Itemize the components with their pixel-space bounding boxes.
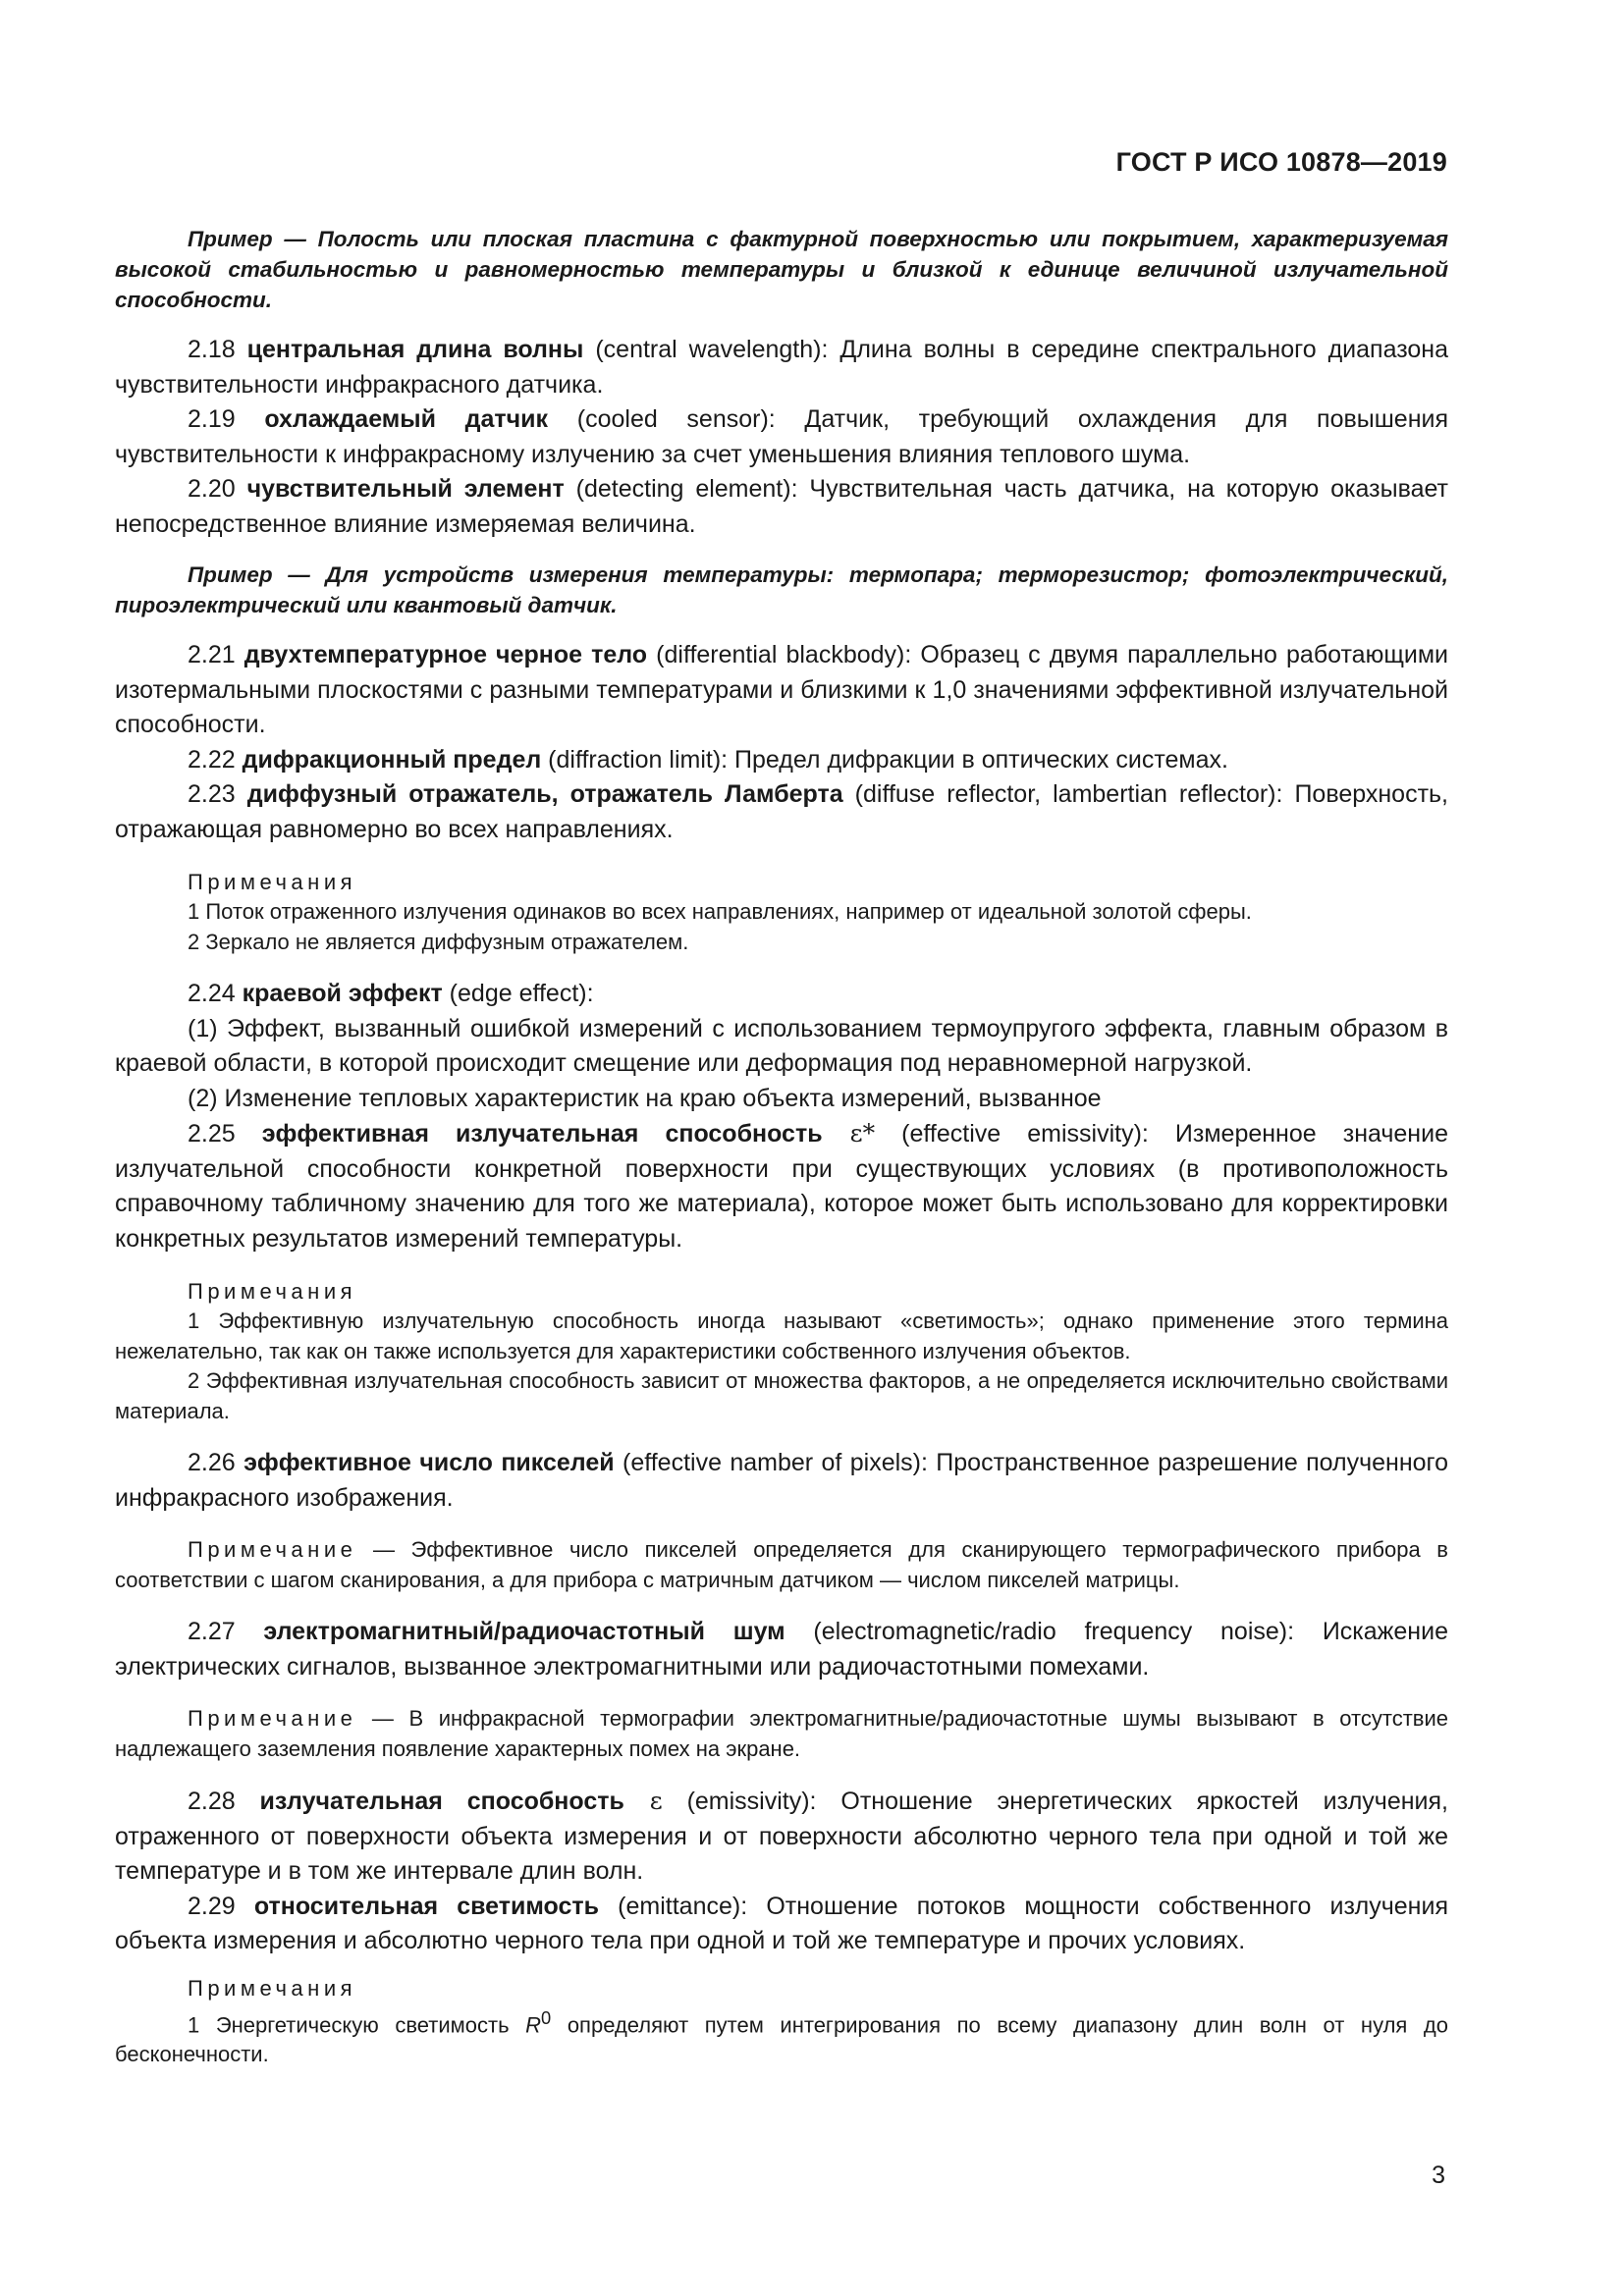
term-definition: (detecting element): Чувствительная часть датчика, на которую оказывает непосредственное влияние измеряемая величина. bbox=[115, 475, 1448, 538]
note-item: 2 Эффективная излучательная способность зависит от множества факторов, а не определяется исключительно свойствами материала. bbox=[115, 1368, 1448, 1423]
term-name: эффективная излучательная способность bbox=[261, 1120, 823, 1148]
term-symbol: ε* bbox=[822, 1119, 876, 1148]
term-number: 2.27 bbox=[188, 1618, 236, 1645]
term-definition: (cooled sensor): Датчик, требующий охлаждения для повышения чувствительности к инфракрасному излучению за счет уменьшения влияния теплового шума. bbox=[115, 405, 1449, 468]
term-number: 2.25 bbox=[188, 1120, 236, 1148]
term-name: относительная светимость bbox=[253, 1892, 599, 1920]
notes-title: Примечания bbox=[188, 1279, 357, 1304]
term-2-20 bbox=[115, 472, 1448, 542]
term-2-24 bbox=[115, 977, 1448, 1012]
term-definition: (edge effect): bbox=[442, 980, 594, 1007]
notes-title: Примечания bbox=[188, 870, 357, 894]
term-number: 2.23 bbox=[188, 780, 236, 808]
term-name: чувствительный элемент bbox=[246, 475, 565, 503]
term-2-22 bbox=[115, 743, 1448, 778]
term-2-29 bbox=[115, 1890, 1448, 1959]
term-definition: (effective namber of pixels): Пространственное разрешение полученного инфракрасного изображения. bbox=[115, 1449, 1449, 1512]
term-definition: (differential blackbody): Образец с двумя параллельно работающими изотермальными плоскостями с разными температурами и близкими к 1,0 значениями эффективной излучательной способности. bbox=[115, 641, 1449, 738]
term-name: излучательная способность bbox=[259, 1788, 624, 1815]
term-number: 2.24 bbox=[188, 980, 236, 1007]
term-number: 2.19 bbox=[188, 405, 236, 433]
term-2-26 bbox=[115, 1446, 1448, 1516]
notes-title: Примечания bbox=[188, 1975, 357, 2001]
document-header: ГОСТ Р ИСО 10878—2019 bbox=[1115, 147, 1447, 177]
term-number: 2.29 bbox=[188, 1892, 236, 1920]
term-number: 2.20 bbox=[188, 475, 236, 503]
example-paragraph: Пример — Полость или плоская пластина с фактурной поверхностью или покрытием, характеризуемая высокой стабильностью и равномерностью температуры и близкой к единице величиной излучательной способности. bbox=[115, 227, 1448, 312]
note-2-26 bbox=[115, 1535, 1448, 1595]
term-2-24-sub-1: (1) Эффект, вызванный ошибкой измерений с использованием термоупругого эффекта, главным образом в краевой области, в которой происходит смещение или деформация под неравномерной нагрузкой. bbox=[115, 1014, 1448, 1077]
note-item: 1 Эффективную излучательную способность иногда называют «светимость»; однако применение этого термина нежелательно, так как он также используется для характеристики собственного излучения объектов. bbox=[115, 1308, 1448, 1363]
term-symbol: ε bbox=[623, 1787, 663, 1815]
notes-2-23 bbox=[115, 867, 1448, 957]
term-2-18 bbox=[115, 333, 1448, 402]
term-name: дифракционный предел bbox=[242, 745, 542, 774]
term-name: двухтемпературное черное тело bbox=[244, 641, 648, 668]
term-number: 2.28 bbox=[188, 1788, 236, 1815]
term-2-24-sub-2: (2) Изменение тепловых характеристик на краю объекта измерений, вызванное bbox=[188, 1084, 1102, 1112]
term-2-27 bbox=[115, 1615, 1448, 1684]
note-item: 2 Зеркало не является диффузным отражателем. bbox=[188, 929, 689, 954]
notes-2-25 bbox=[115, 1276, 1448, 1426]
term-definition: (emittance): Отношение потоков мощности собственного излучения объекта измерения и абсолютно черного тела при одной и той же температуре и прочих условиях. bbox=[115, 1892, 1448, 1954]
term-definition: (diffraction limit): Предел дифракции в оптических системах. bbox=[541, 745, 1228, 774]
term-number: 2.22 bbox=[188, 745, 236, 774]
term-number: 2.26 bbox=[188, 1449, 236, 1476]
term-name: эффективное число пикселей bbox=[244, 1449, 615, 1476]
note-superscript: 0 bbox=[541, 2006, 552, 2028]
note-label: Примечание bbox=[188, 1706, 357, 1731]
term-name: охлаждаемый датчик bbox=[264, 405, 549, 433]
note-item bbox=[115, 1535, 1448, 1595]
term-definition: (central wavelength): Длина волны в середине спектрального диапазона чувствительности инфракрасного датчика. bbox=[115, 336, 1448, 399]
term-definition: (emissivity): Отношение энергетических яркостей излучения, отраженного от поверхности объекта измерения и от поверхности абсолютно черного тела при одной и той же температуре и в том же интервале длин волн. bbox=[115, 1788, 1448, 1885]
term-name: центральная длина волны bbox=[246, 336, 584, 363]
note-label: Примечание bbox=[188, 1537, 357, 1562]
notes-2-29 bbox=[115, 1973, 1448, 2070]
term-definition: (effective emissivity): Измеренное значение излучательной способности конкретной поверхности при существующих условиях (в противоположность справочному табличному значению для того же материала), которое может быть использовано для корректировки конкретных результатов измерений температуры. bbox=[115, 1120, 1448, 1253]
term-2-25 bbox=[115, 1116, 1448, 1256]
note-item bbox=[115, 1704, 1448, 1764]
term-2-19 bbox=[115, 402, 1448, 472]
note-item bbox=[115, 2003, 1448, 2070]
term-name: электромагнитный/радиочастотный шум bbox=[263, 1618, 785, 1645]
note-text-end: определяют путем интегрирования по всему диапазону длин волн от нуля до бесконечности. bbox=[115, 2011, 1449, 2067]
term-number: 2.18 bbox=[188, 336, 236, 363]
note-symbol: R bbox=[525, 2011, 542, 2037]
note-2-27 bbox=[115, 1704, 1448, 1764]
example-paragraph: Пример — Для устройств измерения температуры: термопара; терморезистор; фотоэлектрический, пироэлектрический или квантовый датчик. bbox=[115, 562, 1448, 617]
term-2-23 bbox=[115, 777, 1448, 847]
term-number: 2.21 bbox=[188, 641, 236, 668]
term-definition: (electromagnetic/radio frequency noise): Искажение электрических сигналов, вызванное электромагнитными или радиочастотными помехами. bbox=[115, 1618, 1448, 1681]
note-item: 1 Поток отраженного излучения одинаков во всех направлениях, например от идеальной золотой сферы. bbox=[188, 899, 1252, 924]
document-body bbox=[115, 224, 1448, 2090]
term-name: краевой эффект bbox=[242, 980, 443, 1007]
note-text: — В инфракрасной термографии электромагнитные/радиочастотные шумы вызывают в отсутствие надлежащего заземления появление характерных помех на экране. bbox=[115, 1706, 1448, 1761]
term-2-28 bbox=[115, 1784, 1448, 1890]
note-text-start: 1 Энергетическую светимость bbox=[188, 2011, 526, 2037]
note-text: — Эффективное число пикселей определяется для сканирующего термографического прибора в соответствии с шагом сканирования, а для прибора с матричным датчиком — числом пикселей матрицы. bbox=[115, 1537, 1448, 1592]
page-number: 3 bbox=[1432, 2162, 1445, 2189]
term-definition: (diffuse reflector, lambertian reflector): Поверхность, отражающая равномерно во всех направлениях. bbox=[115, 780, 1448, 843]
term-name: диффузный отражатель, отражатель Ламберта bbox=[246, 780, 843, 808]
term-2-21 bbox=[115, 638, 1448, 743]
